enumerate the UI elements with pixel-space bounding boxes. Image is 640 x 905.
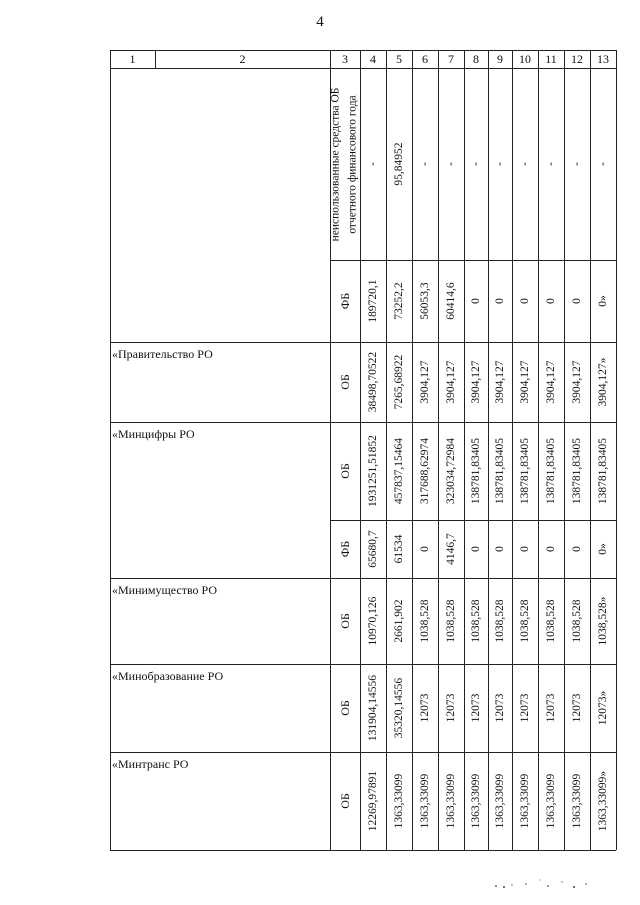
header-cell-13: 13 (597, 52, 609, 66)
minobr-values-4: 12073 (445, 693, 457, 723)
mincifry-fb-values-4: 4146,7 (445, 533, 457, 565)
gov-values-8: 3904,127 (545, 360, 557, 404)
mintrans-values-5: 1363,33099 (470, 773, 482, 829)
table-rule (110, 752, 360, 753)
minimush-values-6: 1038,528 (494, 599, 506, 643)
header-cell-8: 8 (473, 52, 479, 66)
header-cell-6: 6 (422, 52, 428, 66)
mintrans-values-3: 1363,33099 (419, 773, 431, 829)
unused-funds-values-2: 95,84952 (393, 142, 405, 186)
table-rule (110, 422, 360, 423)
header-cell-3: 3 (342, 52, 348, 66)
mincifry-fb-label: ФБ (338, 540, 352, 558)
mincifry-fb-values-3: 0 (419, 546, 431, 552)
unused-funds-values-3: - (419, 162, 431, 166)
unused-funds-values-4: - (445, 162, 457, 166)
mincifry-ob-values-1: 1931251,51852 (367, 435, 379, 507)
minimush-values-7: 1038,528 (519, 599, 531, 643)
header-cell-10: 10 (519, 52, 531, 66)
mincifry-ob-values-2: 457837,15464 (393, 437, 405, 505)
minimush-values-3: 1038,528 (419, 599, 431, 643)
minobr-values-6: 12073 (494, 693, 506, 723)
header-cell-7: 7 (448, 52, 454, 66)
gov-values-5: 3904,127 (470, 360, 482, 404)
gov-values-2: 7265,68922 (393, 354, 405, 410)
gov-values-1: 38498,70522 (367, 351, 379, 413)
gov-values-10: 3904,127» (597, 357, 609, 407)
minobr-values-5: 12073 (470, 693, 482, 723)
mincifry-fb-values-10: 0» (597, 543, 609, 555)
fb1-values-2: 73252,2 (393, 282, 405, 320)
minobr-title: «Минобразование РО (112, 669, 224, 683)
mintrans-title: «Минтранс РО (112, 757, 189, 771)
mintrans-ob-label: ОБ (338, 793, 352, 809)
gov-values-7: 3904,127 (519, 360, 531, 404)
minimush-ob-label: ОБ (338, 613, 352, 629)
minimush-values-9: 1038,528 (571, 599, 583, 643)
header-cell-12: 12 (571, 52, 583, 66)
header-cell-4: 4 (370, 52, 376, 66)
mincifry-ob-values-7: 138781,83405 (519, 437, 531, 505)
unused-funds-label-1: неиспользованные средства ОБ (329, 87, 341, 241)
header-cell-2: 2 (239, 52, 246, 66)
table-rule (616, 50, 617, 850)
header-cell-9: 9 (497, 52, 503, 66)
fb1-values-8: 0 (545, 298, 557, 304)
minobr-values-3: 12073 (419, 693, 431, 723)
minobr-values-9: 12073 (571, 693, 583, 723)
minimush-title: «Минимущество РО (112, 583, 218, 597)
mintrans-values-6: 1363,33099 (494, 773, 506, 829)
minimush-values-4: 1038,528 (445, 599, 457, 643)
table-rule (110, 50, 111, 850)
fb1-values-5: 0 (470, 298, 482, 304)
fb1-values-1: 189720,1 (367, 279, 379, 323)
mintrans-values-4: 1363,33099 (445, 773, 457, 829)
mintrans-values-9: 1363,33099 (571, 773, 583, 829)
mincifry-ob-values-6: 138781,83405 (494, 437, 506, 505)
gov-values-4: 3904,127 (445, 360, 457, 404)
minobr-values-10: 12073» (597, 690, 609, 726)
unused-funds-values-8: - (545, 162, 557, 166)
table-rule (110, 850, 616, 851)
header-cell-1: 1 (129, 52, 136, 66)
mincifry-fb-values-6: 0 (494, 546, 506, 552)
minobr-values-2: 35320,14556 (393, 677, 405, 739)
minobr-values-1: 131904,14556 (367, 674, 379, 742)
minobr-ob-label: ОБ (338, 700, 352, 716)
mincifry-ob-values-9: 138781,83405 (571, 437, 583, 505)
mincifry-fb-values-9: 0 (571, 546, 583, 552)
fb1-values-10: 0» (597, 295, 609, 307)
mincifry-fb-values-8: 0 (545, 546, 557, 552)
mincifry-fb-values-5: 0 (470, 546, 482, 552)
mincifry-fb-values-1: 65680,7 (367, 530, 379, 568)
unused-funds-values-1: - (367, 162, 379, 166)
unused-funds-values-6: - (494, 162, 506, 166)
header-cell-5: 5 (396, 52, 402, 66)
minimush-values-8: 1038,528 (545, 599, 557, 643)
mincifry-ob-values-10: 138781,83405 (597, 437, 609, 505)
gov-values-6: 3904,127 (494, 360, 506, 404)
unused-funds-values-5: - (470, 162, 482, 166)
mintrans-values-10: 1363,33099» (597, 770, 609, 832)
mintrans-values-1: 12269,97891 (367, 770, 379, 832)
minobr-values-7: 12073 (519, 693, 531, 723)
fb1-label: ФБ (338, 292, 352, 310)
gov-values-3: 3904,127 (419, 360, 431, 404)
minobr-values-8: 12073 (545, 693, 557, 723)
mincifry-ob-values-4: 323034,72984 (445, 437, 457, 505)
fb1-values-9: 0 (571, 298, 583, 304)
page-number: 4 (316, 14, 324, 30)
mintrans-values-2: 1363,33099 (393, 773, 405, 829)
table-rule (110, 578, 360, 579)
mincifry-ob-values-5: 138781,83405 (470, 437, 482, 505)
mincifry-fb-values-2: 61534 (393, 534, 405, 564)
mincifry-title: «Минцифры РО (112, 427, 195, 441)
gov-title: «Правительство РО (112, 347, 213, 361)
fb1-values-4: 60414,6 (445, 282, 457, 320)
mincifry-ob-values-8: 138781,83405 (545, 437, 557, 505)
unused-funds-values-7: - (519, 162, 531, 166)
unused-funds-label-2: отчетного финансового года (346, 94, 358, 234)
minimush-values-10: 1038,528» (597, 596, 609, 646)
gov-values-9: 3904,127 (571, 360, 583, 404)
minimush-values-5: 1038,528 (470, 599, 482, 643)
header-cell-11: 11 (545, 52, 557, 66)
scan-noise (492, 872, 592, 892)
unused-funds-values-9: - (571, 162, 583, 166)
minimush-values-2: 2661,902 (393, 599, 405, 643)
mintrans-values-8: 1363,33099 (545, 773, 557, 829)
fb1-values-6: 0 (494, 298, 506, 304)
mincifry-ob-label: ОБ (338, 463, 352, 479)
mintrans-values-7: 1363,33099 (519, 773, 531, 829)
minimush-values-1: 10970,126 (367, 596, 379, 646)
mincifry-fb-values-7: 0 (519, 546, 531, 552)
table-rule (110, 342, 360, 343)
fb1-values-3: 56053,3 (419, 282, 431, 320)
unused-funds-values-10: - (597, 162, 609, 166)
table-rule (110, 664, 360, 665)
mincifry-ob-values-3: 317688,62974 (419, 437, 431, 505)
gov-ob-label: ОБ (338, 374, 352, 390)
fb1-values-7: 0 (519, 298, 531, 304)
